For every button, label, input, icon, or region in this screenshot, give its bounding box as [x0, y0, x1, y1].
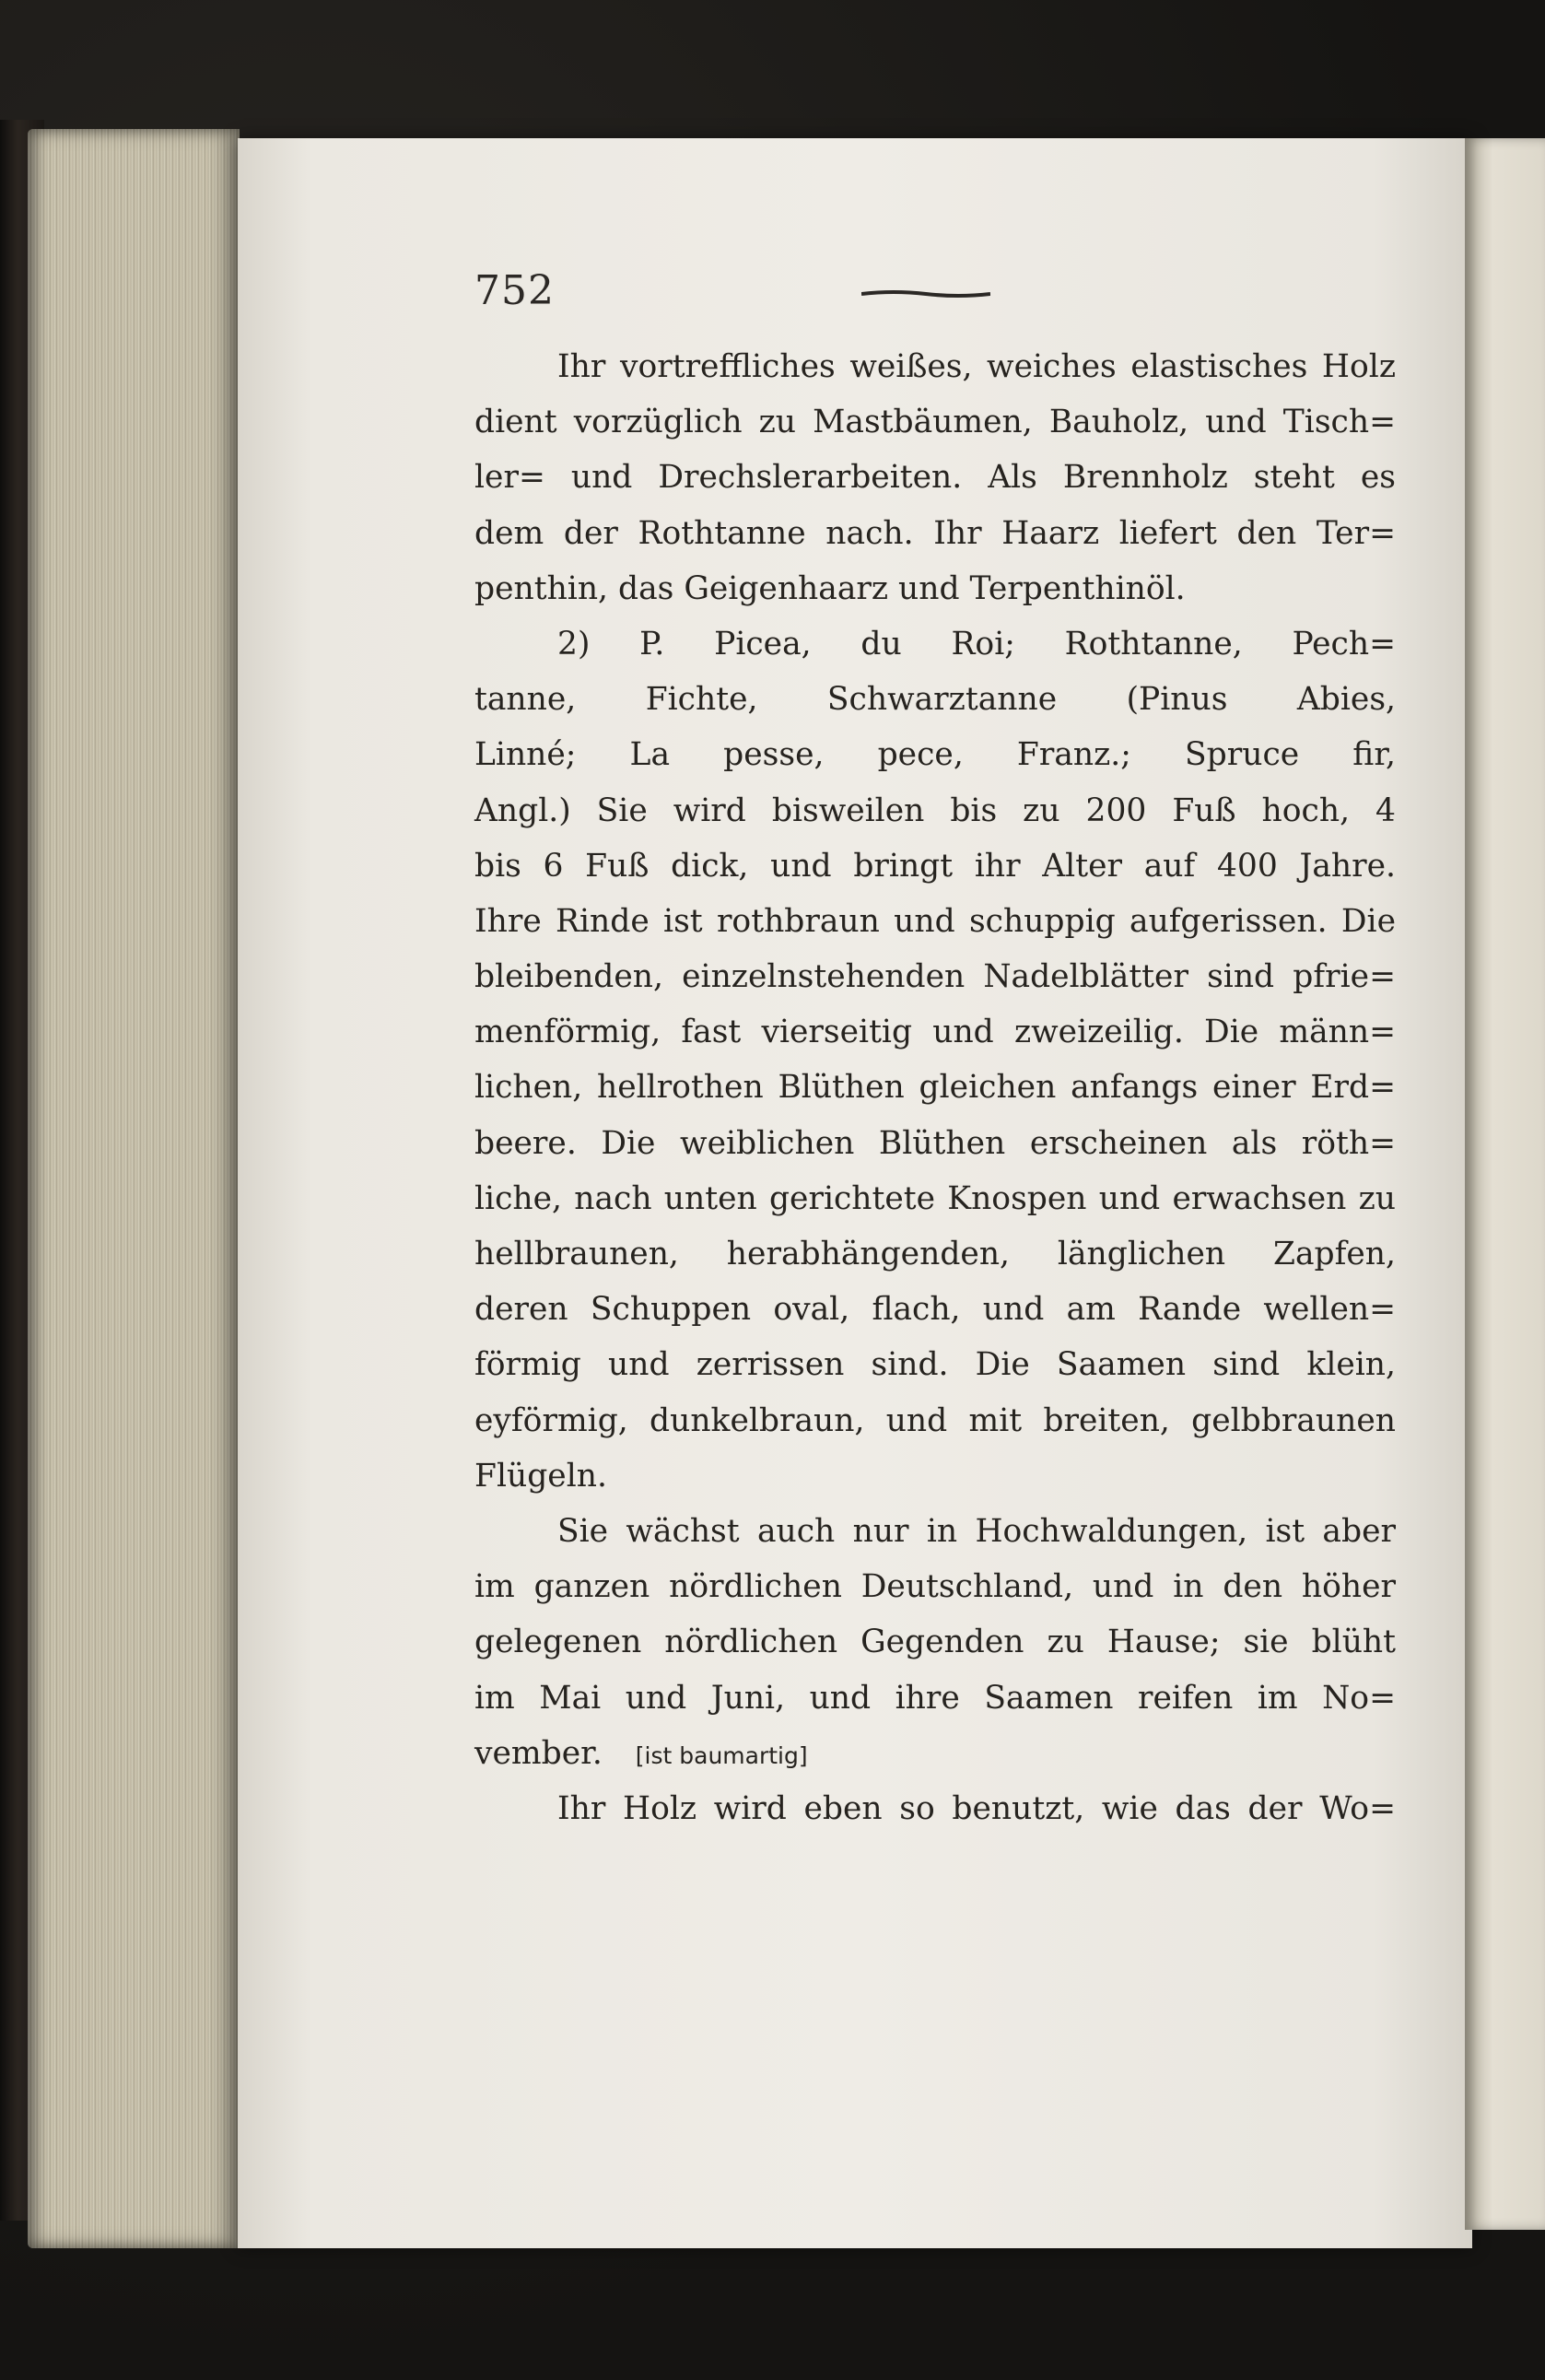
text-line: Ihr Holz wird eben so benutzt, wie das der Wo=	[557, 1789, 1396, 1827]
text-line: dem der Rothtanne nach. Ihr Haarz liefert den Ter=	[474, 514, 1396, 552]
page-header	[474, 267, 990, 322]
text-line: im ganzen nördlichen Deutschland, und in den höher	[474, 1568, 1396, 1606]
text-line: eyförmig, dunkelbraun, und mit breiten, gelbbraunen	[474, 1401, 1396, 1439]
page-number: 752	[474, 267, 555, 314]
text-line: 2) P. Picea, du Roi; Rothtanne, Pech=	[557, 625, 1396, 662]
text-line-content: vember.	[474, 1734, 603, 1772]
page-edges	[28, 129, 240, 2248]
text-line: im Mai und Juni, und ihre Saamen reifen im No=	[474, 1679, 1396, 1717]
text-line: lichen, hellrothen Blüthen gleichen anfangs einer Erd=	[474, 1069, 1396, 1107]
text-line: Angl.) Sie wird bisweilen bis zu 200 Fuß hoch, 4	[474, 791, 1396, 829]
facing-page-edge	[1465, 138, 1545, 2230]
text-line: bis 6 Fuß dick, und bringt ihr Alter auf 400 Jahre.	[474, 847, 1396, 885]
text-line: deren Schuppen oval, flach, und am Rande wellen=	[474, 1291, 1396, 1329]
text-line: liche, nach unten gerichtete Knospen und erwachsen zu	[474, 1179, 1396, 1217]
body-text	[474, 339, 1396, 1836]
text-line: penthin, das Geigenhaarz und Terpenthinöl.	[474, 569, 1186, 607]
text-line: Ihre Rinde ist rothbraun und schuppig aufgerissen. Die	[474, 902, 1396, 940]
text-line: ler= und Drechslerarbeiten. Als Brennholz steht es	[474, 459, 1396, 497]
bracket-note: [ist baumartig]	[635, 1741, 808, 1769]
text-line: menförmig, fast vierseitig und zweizeilig. Die männ=	[474, 1014, 1396, 1051]
text-line: Flügeln.	[474, 1457, 607, 1495]
text-line: Ihr vortreffliches weißes, weiches elastisches Holz	[557, 348, 1396, 385]
text-line: Sie wächst auch nur in Hochwaldungen, ist aber	[557, 1512, 1396, 1550]
text-line: bleibenden, einzelnstehenden Nadelblätter sind pfrie=	[474, 958, 1396, 996]
text-line: tanne, Fichte, Schwarztanne (Pinus Abies,	[474, 681, 1396, 719]
header-rule-ornament	[861, 289, 990, 299]
text-line: gelegenen nördlichen Gegenden zu Hause; sie blüht	[474, 1624, 1396, 1661]
text-line: beere. Die weiblichen Blüthen erscheinen als röth=	[474, 1124, 1396, 1162]
text-line	[474, 1726, 1396, 1781]
text-line: dient vorzüglich zu Mastbäumen, Bauholz, und Tisch=	[474, 404, 1396, 441]
text-line: hellbraunen, herabhängenden, länglichen Zapfen,	[474, 1236, 1396, 1272]
text-line: förmig und zerrissen sind. Die Saamen sind klein,	[474, 1346, 1396, 1384]
text-line: Linné; La pesse, pece, Franz.; Spruce fir,	[474, 736, 1396, 774]
